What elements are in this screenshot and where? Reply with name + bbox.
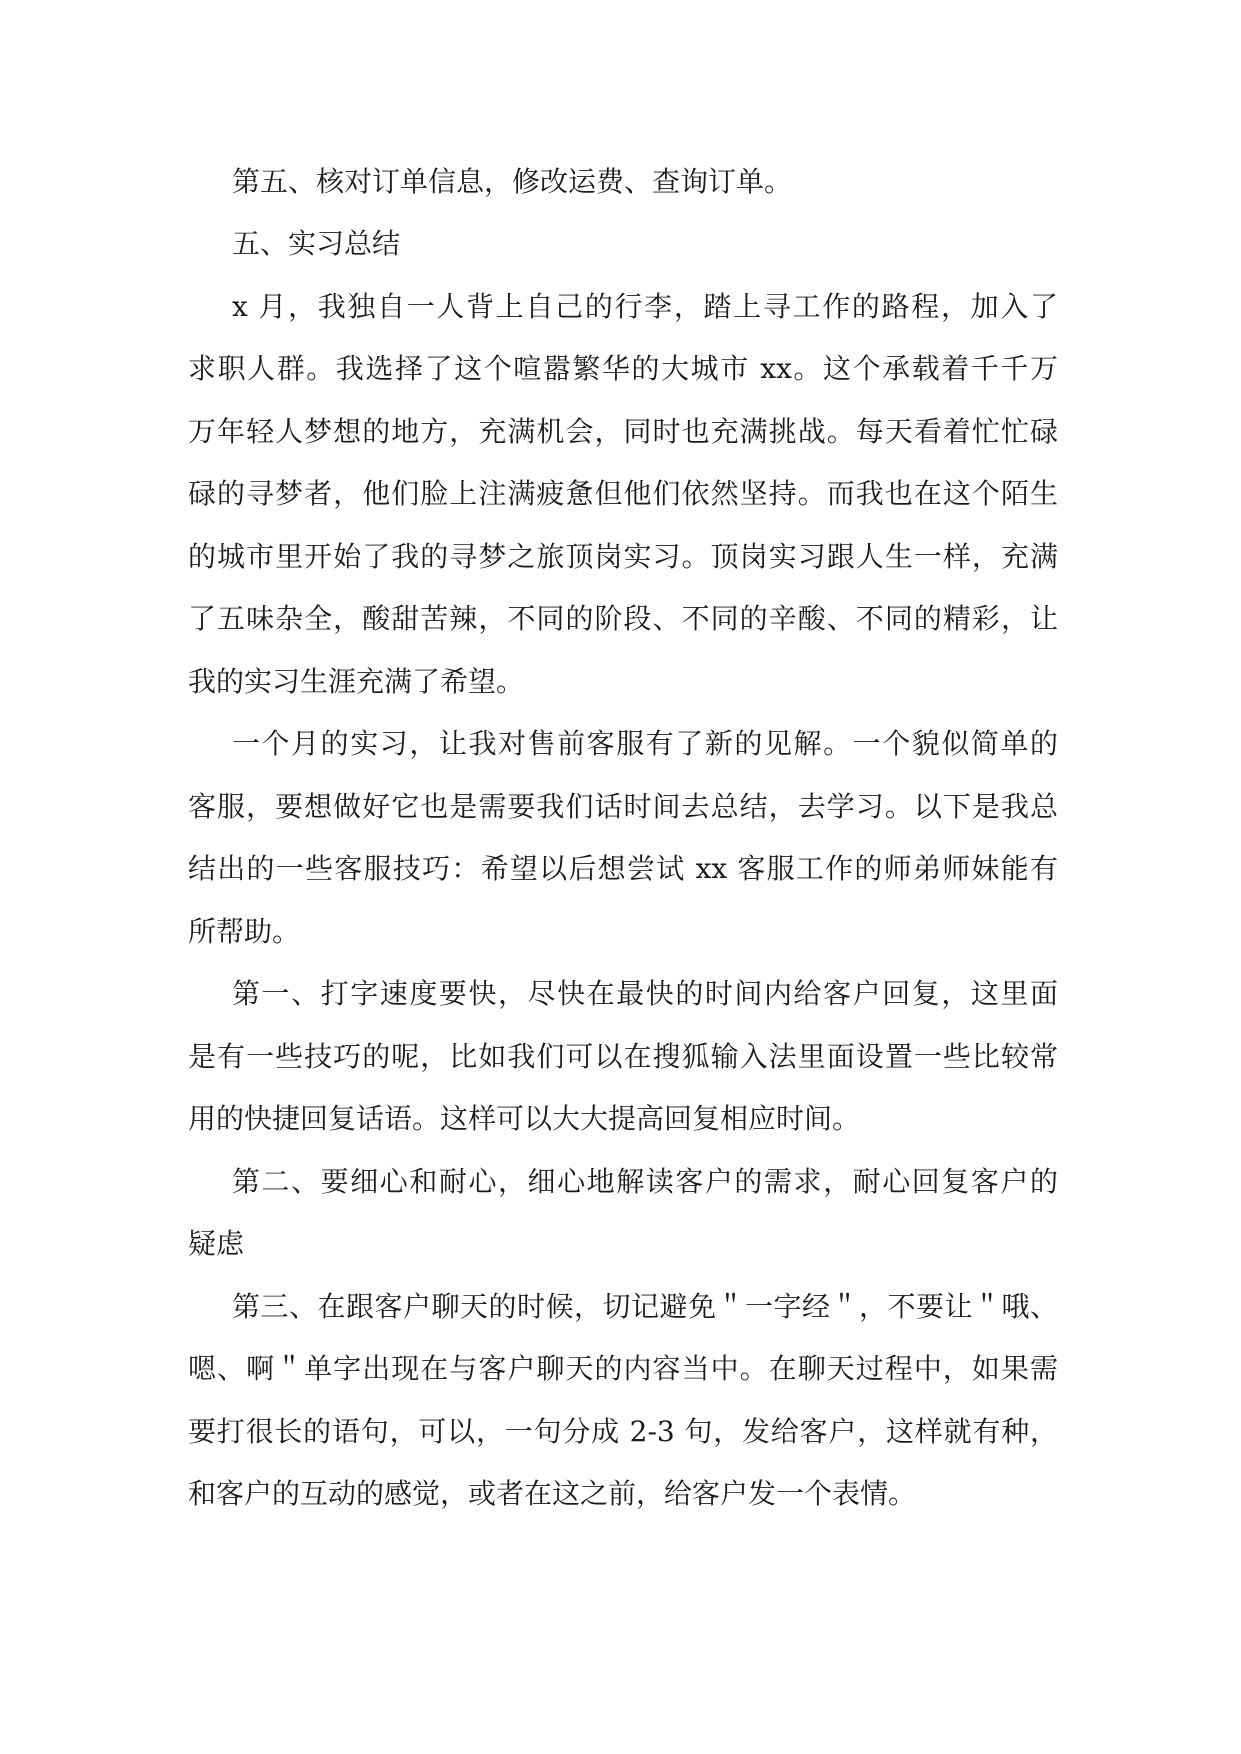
paragraph-line: 了五味杂全，酸甜苦辣，不同的阶段、不同的辛酸、不同的精彩，让 [188,602,1058,635]
paragraph-line: 和客户的互动的感觉，或者在这之前，给客户发一个表情。 [188,1477,917,1510]
paragraph-line: 第一、打字速度要快，尽快在最快的时间内给客户回复，这里面 [232,977,1058,1010]
paragraph-line: x 月，我独自一人背上自己的行李，踏上寻工作的路程，加入了 [232,290,1058,323]
paragraph-line: 是有一些技巧的呢，比如我们可以在搜狐输入法里面设置一些比较常 [188,1040,1058,1073]
paragraph-line: 疑虑 [188,1227,245,1260]
paragraph-line: 客服，要想做好它也是需要我们话时间去总结，去学习。以下是我总 [188,790,1058,823]
paragraph-line: 第五、核对订单信息，修改运费、查询订单。 [232,165,793,198]
paragraph-line: 要打很长的语句，可以，一句分成 2-3 句，发给客户，这样就有种， [188,1415,1058,1448]
paragraph-line: 万年轻人梦想的地方，充满机会，同时也充满挑战。每天看着忙忙碌 [188,415,1058,448]
section-heading: 五、实习总结 [232,227,401,260]
paragraph-line: 结出的一些客服技巧：希望以后想尝试 xx 客服工作的师弟师妹能有 [188,852,1058,885]
paragraph-line: 第三、在跟客户聊天的时候，切记避免＂一字经＂，不要让＂哦、 [232,1290,1058,1323]
paragraph-line: 的城市里开始了我的寻梦之旅顶岗实习。顶岗实习跟人生一样，充满 [188,540,1058,573]
paragraph-line: 我的实习生涯充满了希望。 [188,665,525,698]
paragraph-line: 求职人群。我选择了这个喧嚣繁华的大城市 xx。这个承载着千千万 [188,352,1058,385]
paragraph-line: 所帮助。 [188,915,301,948]
paragraph-line: 用的快捷回复话语。这样可以大大提高回复相应时间。 [188,1102,861,1135]
paragraph-line: 一个月的实习，让我对售前客服有了新的见解。一个貌似简单的 [232,727,1058,760]
paragraph-line: 第二、要细心和耐心，细心地解读客户的需求，耐心回复客户的 [232,1165,1058,1198]
paragraph-line: 碌的寻梦者，他们脸上注满疲惫但他们依然坚持。而我也在这个陌生 [188,477,1058,510]
paragraph-line: 嗯、啊＂单字出现在与客户聊天的内容当中。在聊天过程中，如果需 [188,1352,1058,1385]
